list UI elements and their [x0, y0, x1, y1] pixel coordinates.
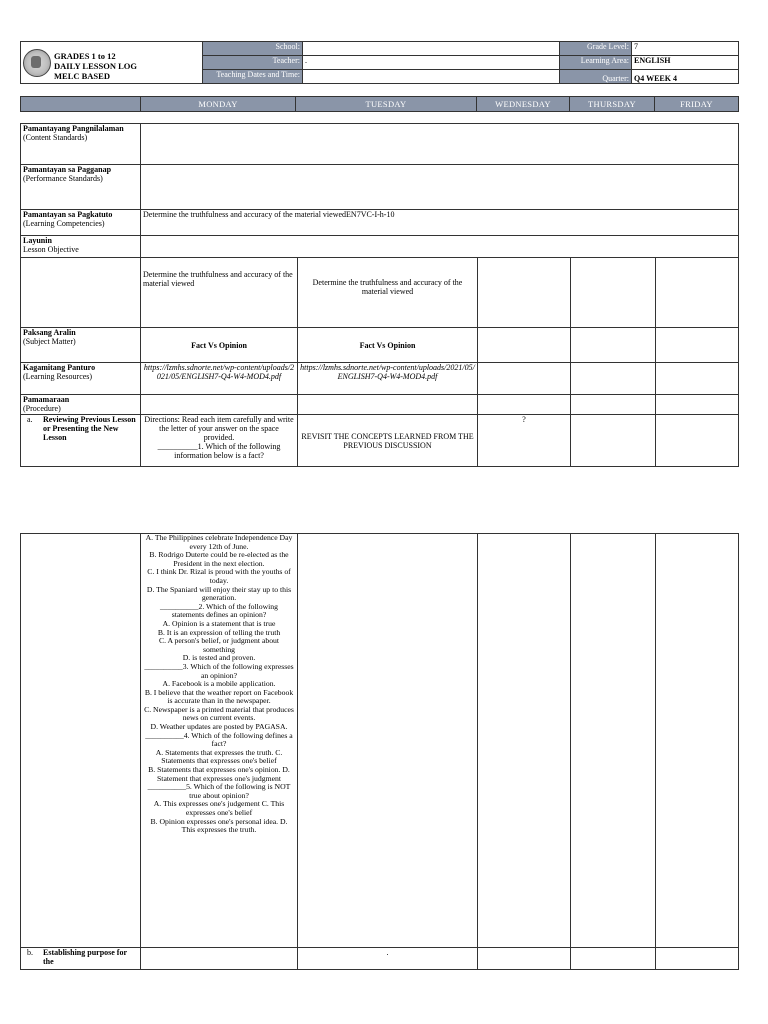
reviewing-letter: a.: [27, 415, 33, 424]
establishing-label: Establishing purpose for the: [43, 948, 127, 966]
quarter-value: Q4 WEEK 4: [632, 70, 739, 84]
area-value: ENGLISH: [632, 56, 739, 70]
teacher-label: Teacher:: [203, 56, 303, 70]
day-blank: [21, 97, 141, 112]
row-reviewing: [21, 415, 739, 467]
establishing-tuesday: .: [298, 948, 478, 970]
competencies-text: Determine the truthfulness and accuracy of the material viewedEN7VC-I-h-10: [141, 210, 739, 236]
day-friday: FRIDAY: [655, 97, 739, 112]
day-tuesday: TUESDAY: [296, 97, 477, 112]
establishing-letter: b.: [27, 948, 33, 957]
title-line-2: DAILY LESSON LOG: [54, 61, 137, 71]
resources-label-en: (Learning Resources): [23, 372, 93, 381]
competencies-label-tl: Pamantayan sa Pagkatuto: [23, 210, 113, 219]
objective-monday: Determine the truthfulness and accuracy of the material viewed: [141, 258, 298, 328]
row-objective: [21, 236, 739, 258]
reviewing-monday: Directions: Read each item carefully and write the letter of your answer on the space provided. __________1. Which of the following information below is a fact?: [141, 415, 298, 467]
subject-label-tl: Paksang Aralin: [23, 328, 76, 337]
performance-standards-label-tl: Pamantayan sa Pagganap: [23, 165, 112, 174]
resources-label-tl: Kagamitang Panturo: [23, 363, 96, 372]
competencies-label-en: (Learning Competencies): [23, 219, 105, 228]
row-resources: [21, 363, 739, 395]
teacher-value: .: [303, 56, 560, 70]
quiz-items-monday: A. The Philippines celebrate Independence Day every 12th of June. B. Rodrigo Duterte could be re-elected as the President in the next election. C. I think Dr. Rizal is proud with the youths of today. D. The Spaniard will enjoy their stay up to this generation. __________2. Which of the following statements defines an opinion? A. Opinion is a statement that is true B. It is an expression of telling the truth C. A person's belief, or judgment about something D. is tested and proven. __________3. Which of the following expresses an opinion? A. Facebook is a mobile application. B. I believe that the weather report on Facebook is accurate than in the newspaper. C. Newspaper is a printed material that produces news on current events. D. Weather updates are posted by PAGASA. __________4. Which of the following defines a fact? A. Statements that expresses the truth. C. Statements that expresses one's belief B. Statements that expresses one's opinion. D. Statement that expresses one's judgment __________5. Which of the following is NOT true about opinion? A. This expresses one's judgement C. This expresses one's belief B. Opinion expresses one's personal idea. D. This expresses the truth.: [141, 534, 298, 948]
objective-tuesday: Determine the truthfulness and accuracy of the material viewed: [298, 258, 478, 328]
header-table: [20, 41, 739, 84]
school-label: School:: [203, 42, 303, 56]
title-cell: [21, 42, 203, 84]
procedure-label-en: (Procedure): [23, 404, 61, 413]
days-header: [20, 96, 739, 112]
row-objective-detail: [21, 258, 739, 328]
day-wednesday: WEDNESDAY: [477, 97, 570, 112]
reviewing-label: Reviewing Previous Lesson or Presenting the New Lesson: [43, 415, 136, 442]
row-performance-standards: [21, 165, 739, 210]
day-thursday: THURSDAY: [570, 97, 655, 112]
objective-label-tl: Layunin: [23, 236, 52, 245]
performance-standards-label-en: (Performance Standards): [23, 174, 103, 183]
dates-label: Teaching Dates and Time:: [203, 70, 303, 84]
subject-monday: Fact Vs Opinion: [141, 328, 298, 363]
subject-label-en: (Subject Matter): [23, 337, 76, 346]
title-line-1: GRADES 1 to 12: [54, 51, 116, 61]
lesson-table-page1: [20, 123, 739, 467]
content-standards-label-en: (Content Standards): [23, 133, 88, 142]
grade-label: Grade Level:: [560, 42, 632, 56]
resources-tuesday-link[interactable]: https://lzmhs.sdnorte.net/wp-content/uploads/2021/05/ENGLISH7-Q4-W4-MOD4.pdf: [298, 363, 478, 395]
row-quiz-continued: [21, 534, 739, 948]
grade-value: 7: [632, 42, 739, 56]
quarter-label: Quarter:: [560, 70, 632, 84]
row-content-standards: [21, 124, 739, 165]
row-subject-matter: [21, 328, 739, 363]
dates-value: [303, 70, 560, 84]
title-line-3: MELC BASED: [54, 71, 110, 81]
subject-tuesday: Fact Vs Opinion: [298, 328, 478, 363]
resources-monday-link[interactable]: https://lzmhs.sdnorte.net/wp-content/uploads/2021/05/ENGLISH7-Q4-W4-MOD4.pdf: [141, 363, 298, 395]
content-standards-label-tl: Pamantayang Pangnilalaman: [23, 124, 124, 133]
objective-label-en: Lesson Objective: [23, 245, 79, 254]
day-monday: MONDAY: [141, 97, 296, 112]
lesson-table-page2: [20, 533, 739, 970]
procedure-label-tl: Pamamaraan: [23, 395, 70, 404]
row-competencies: [21, 210, 739, 236]
reviewing-wednesday: ?: [478, 415, 571, 467]
reviewing-tuesday: REVISIT THE CONCEPTS LEARNED FROM THE PREVIOUS DISCUSSION: [298, 415, 478, 467]
area-label: Learning Area:: [560, 56, 632, 70]
row-establishing: [21, 948, 739, 970]
school-value: [303, 42, 560, 56]
row-procedure: [21, 395, 739, 415]
